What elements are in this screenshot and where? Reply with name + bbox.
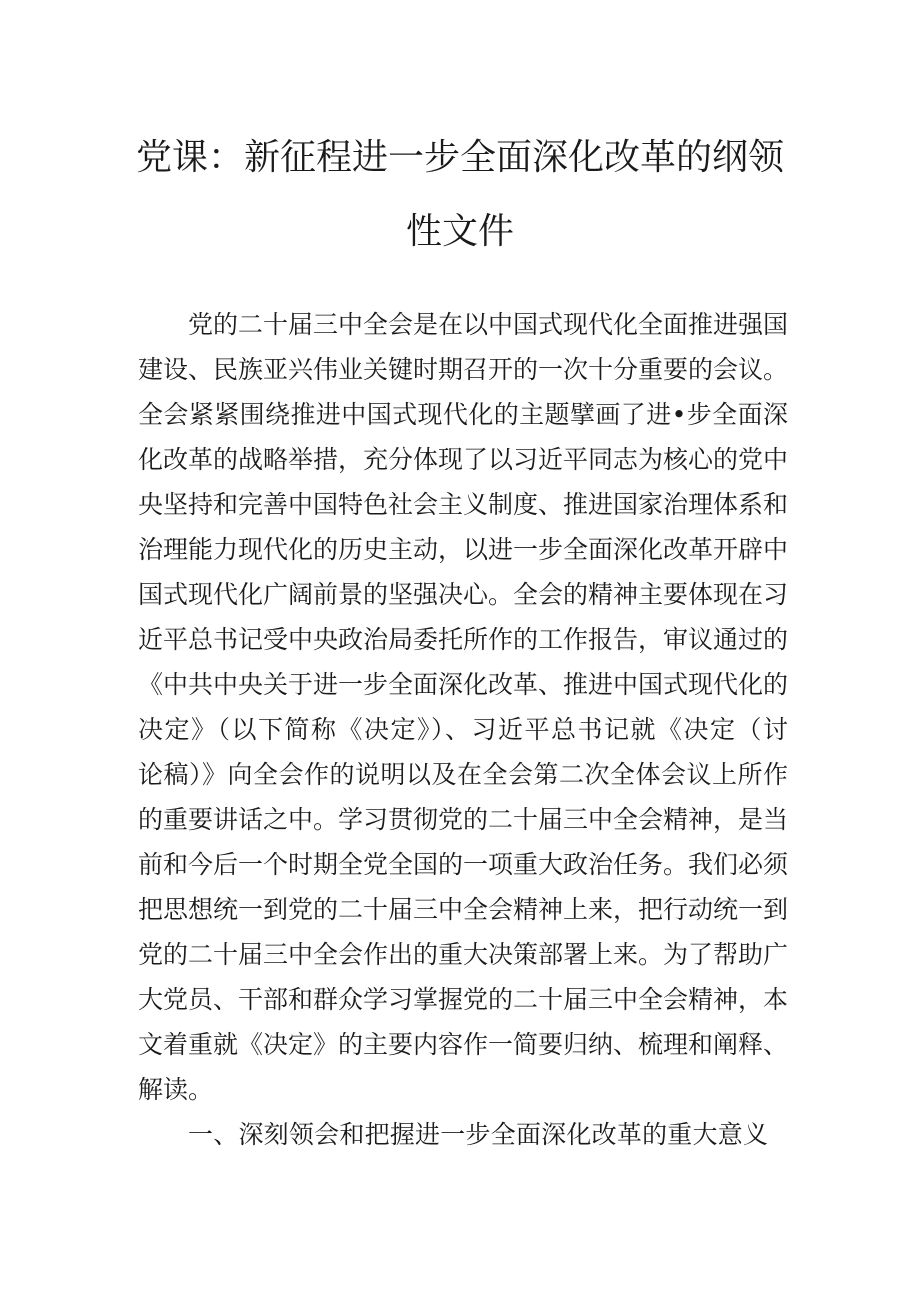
paragraph-line: 解读。 — [138, 1075, 214, 1104]
paragraph-line: 的重要讲话之中。学习贯彻党的二十届三中全会精神，是当 — [138, 805, 789, 834]
paragraph-line: 《中共中央关于进一步全面深化改革、推进中国式现代化的 — [138, 670, 789, 699]
paragraph-line: 化改革的战略举措，充分体现了以习近平同志为核心的党中 — [138, 445, 789, 474]
paragraph-line: 治理能力现代化的历史主动，以进一步全面深化改革开辟中 — [138, 535, 789, 564]
paragraph-line: 全会紧紧围绕推进中国式现代化的主题擘画了进•步全面深 — [138, 400, 788, 429]
paragraph-line: 文着重就《决定》的主要内容作一简要归纳、梳理和阐释、 — [138, 1030, 789, 1059]
paragraph-line: 近平总书记受中央政治局委托所作的工作报告，审议通过的 — [138, 625, 789, 654]
paragraph-line: 把思想统一到党的二十届三中全会精神上来，把行动统一到 — [138, 895, 789, 924]
paragraph-line: 央坚持和完善中国特色社会主义制度、推进国家治理体系和 — [138, 490, 789, 519]
paragraph-line: 建设、民族亚兴伟业关键时期召开的一次十分重要的会议。 — [138, 355, 789, 384]
paragraph-line: 党的二十届三中全会作出的重大决策部署上来。为了帮助广 — [138, 940, 789, 969]
paragraph-line: 决定》（以下简称《决定》）、习近平总书记就《决定（讨 — [138, 715, 788, 744]
document-title-line-2: 性文件 — [405, 211, 514, 252]
paragraph-line: 党的二十届三中全会是在以中国式现代化全面推进强国 — [188, 310, 789, 339]
document-title-line-1: 党课：新征程进一步全面深化改革的纲领 — [135, 137, 784, 178]
paragraph-line: 大党员、干部和群众学习掌握党的二十届三中全会精神，本 — [138, 985, 789, 1014]
paragraph-line: 论稿）》向全会作的说明以及在全会第二次全体会议上所作 — [138, 760, 788, 789]
paragraph-line: 前和今后一个时期全党全国的一项重大政治任务。我们必须 — [138, 850, 789, 879]
paragraph-line: 国式现代化广阔前景的坚强决心。全会的精神主要体现在习 — [138, 580, 789, 609]
section-heading: 一、深刻领会和把握进一步全面深化改革的重大意义 — [188, 1120, 768, 1149]
